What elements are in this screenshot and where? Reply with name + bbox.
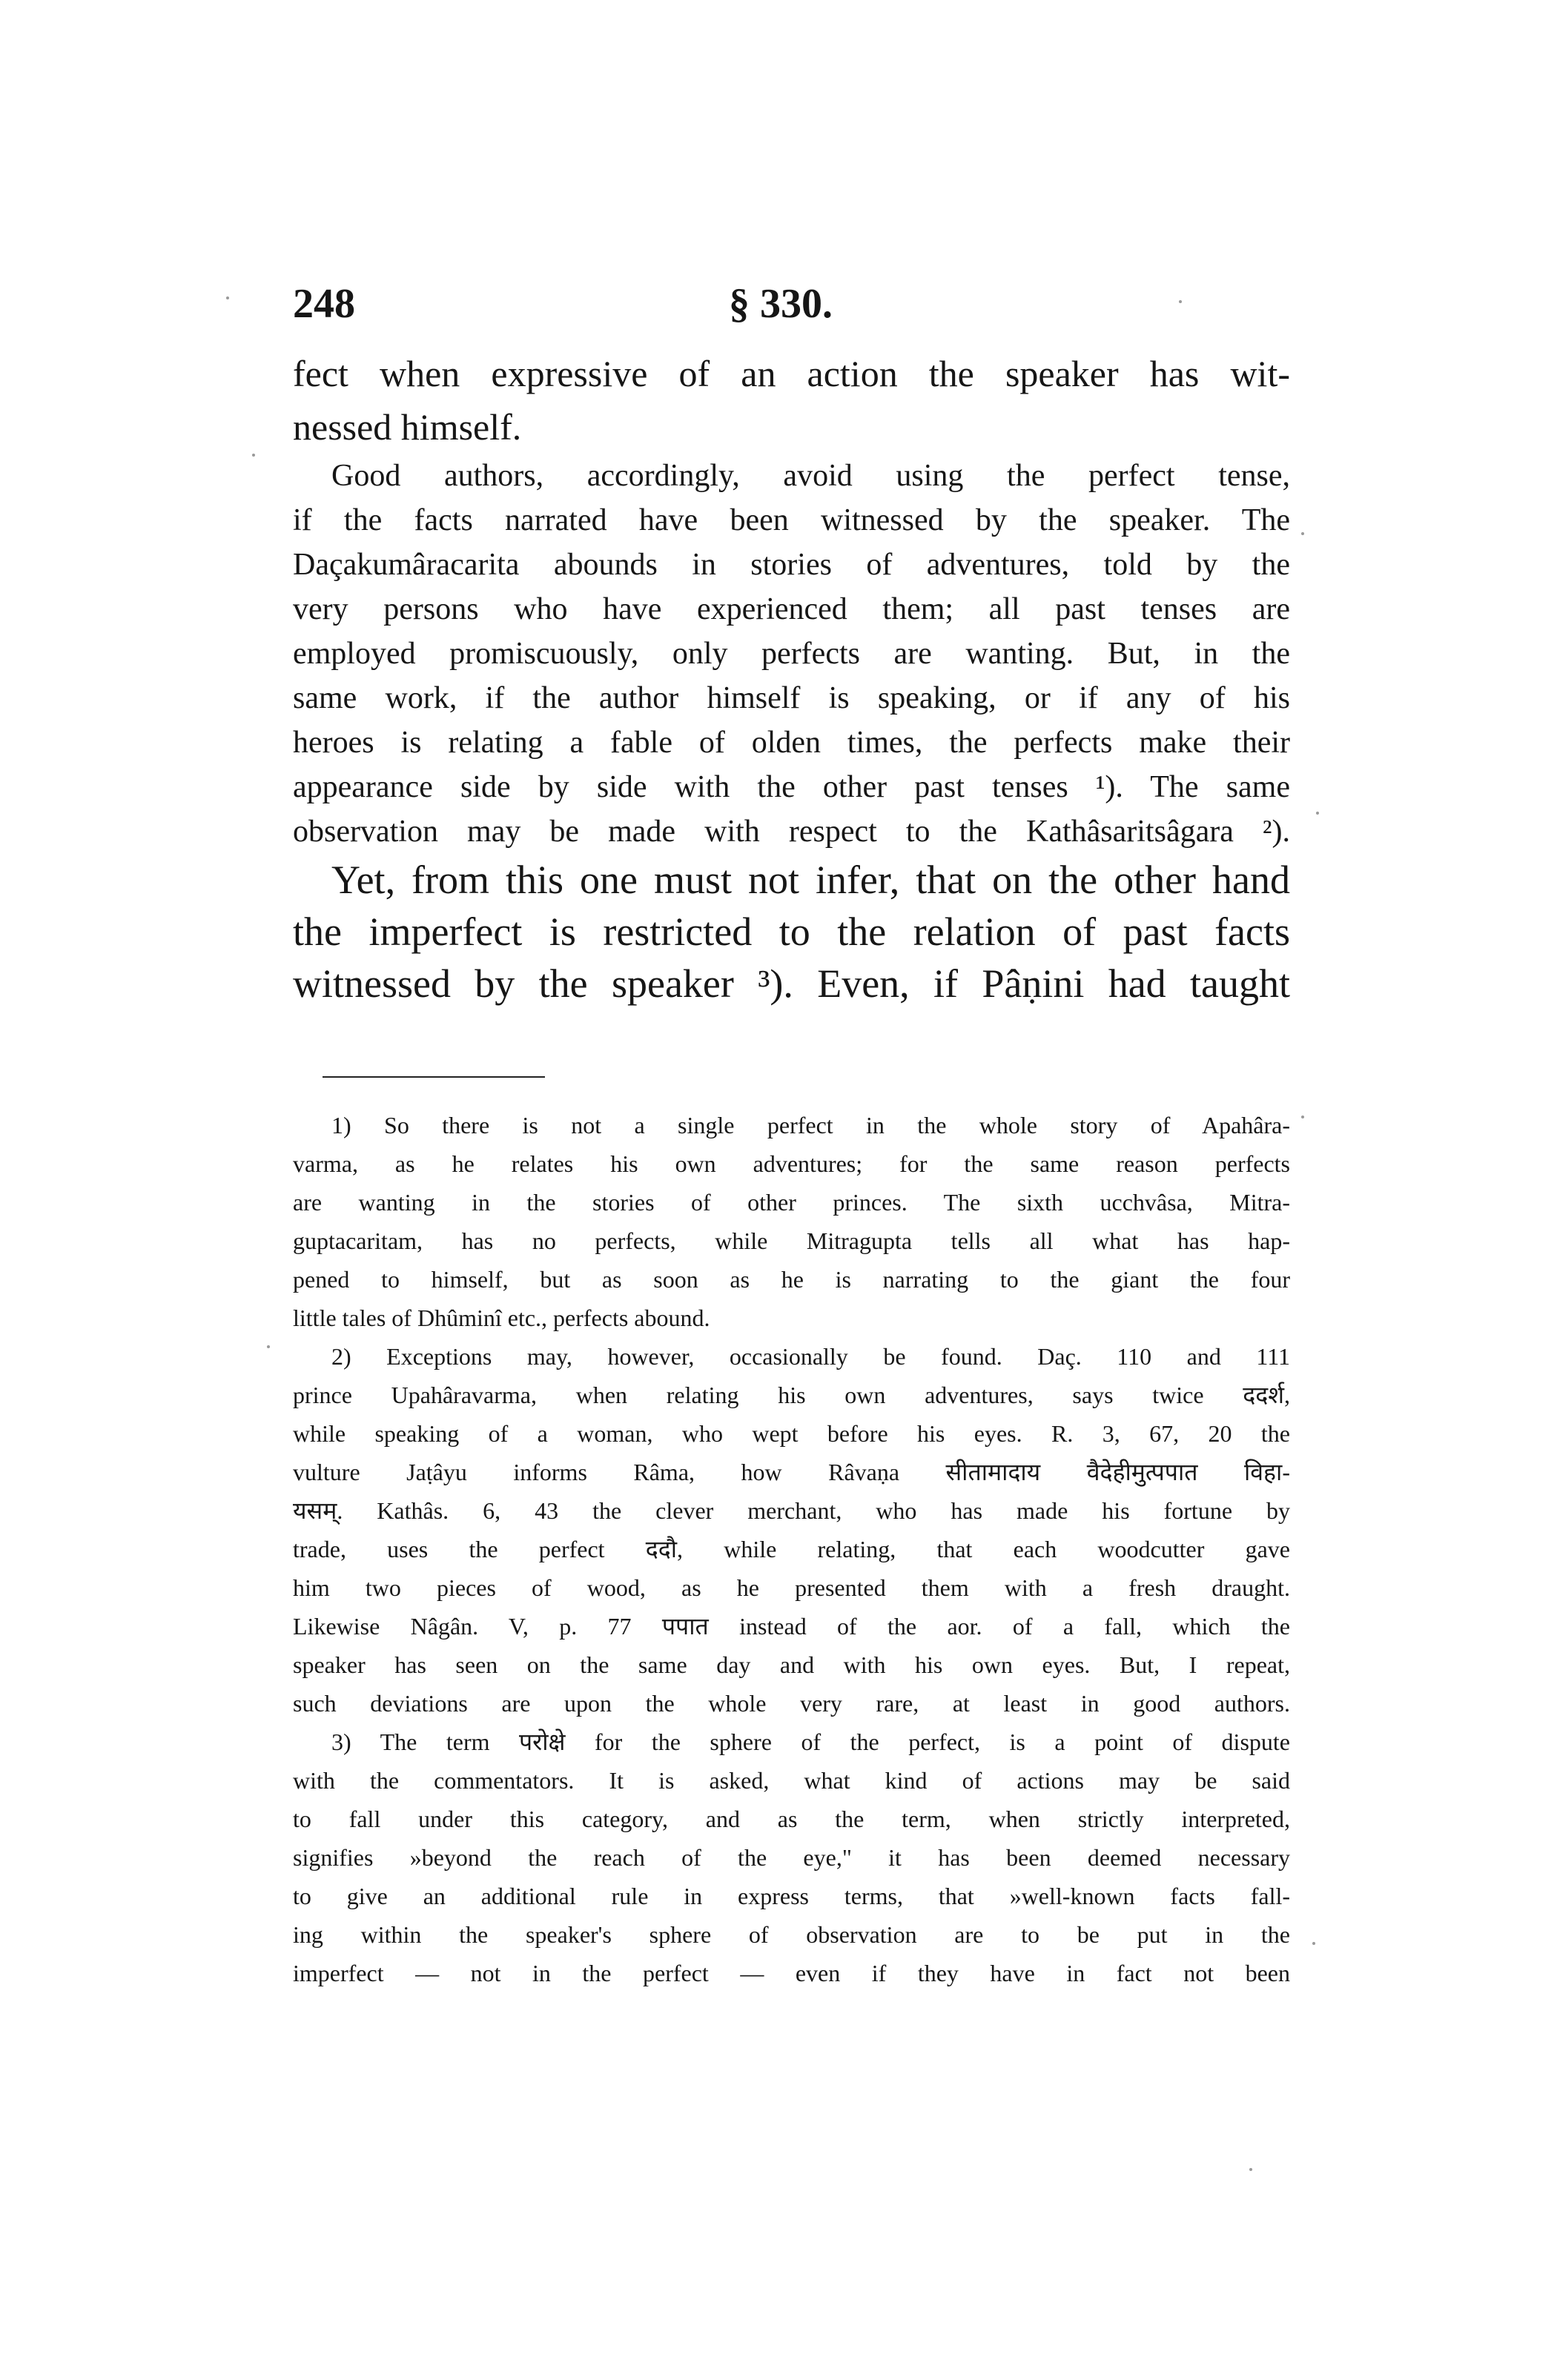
footnote-line: with the commentators. It is asked, what kind of actions may be said xyxy=(293,1767,1290,1794)
body-line: employed promiscuously, only perfects are wanting. But, in the xyxy=(293,637,1290,671)
footnote-line: to fall under this category, and as the term, when strictly interpreted, xyxy=(293,1806,1290,1832)
footnote-line: speaker has seen on the same day and with his own eyes. But, I repeat, xyxy=(293,1651,1290,1678)
body-line: if the facts narrated have been witnessed by the speaker. The xyxy=(293,503,1290,537)
footnote-separator xyxy=(323,1076,545,1078)
footnote-line: यसम्. Kathâs. 6, 43 the clever merchant, who has made his fortune by xyxy=(293,1497,1290,1524)
body-line: Good authors, accordingly, avoid using the perfect tense, xyxy=(331,459,1290,493)
body-line: appearance side by side with the other past tenses ¹). The same xyxy=(293,770,1290,804)
body-line: same work, if the author himself is speaking, or if any of his xyxy=(293,681,1290,715)
page-number: 248 xyxy=(293,281,355,327)
body-line: heroes is relating a fable of olden times, the perfects make their xyxy=(293,726,1290,760)
footnote-line: guptacaritam, has no perfects, while Mitragupta tells all what has hap- xyxy=(293,1227,1290,1254)
footnote-line: 2) Exceptions may, however, occasionally be found. Daç. 110 and 111 xyxy=(331,1343,1290,1370)
footnote-line: to give an additional rule in express terms, that »well-known facts fall- xyxy=(293,1883,1290,1909)
footnote-line: 1) So there is not a single perfect in the whole story of Apahâra- xyxy=(331,1112,1290,1138)
footnote-line: little tales of Dhûminî etc., perfects abound. xyxy=(293,1305,710,1331)
footnote-line: while speaking of a woman, who wept before his eyes. R. 3, 67, 20 the xyxy=(293,1420,1290,1447)
footnote-line: are wanting in the stories of other princes. The sixth ucchvâsa, Mitra- xyxy=(293,1189,1290,1216)
section-number: § 330. xyxy=(729,281,833,327)
body-line: witnessed by the speaker ³). Even, if Pâṇini had taught xyxy=(293,961,1290,1006)
page-header xyxy=(293,280,1286,339)
main-text xyxy=(293,347,1290,1010)
body-line: Daçakumâracarita abounds in stories of adventures, told by the xyxy=(293,548,1290,582)
footnote-line: prince Upahâravarma, when relating his own adventures, says twice ददर्श, xyxy=(293,1382,1290,1408)
footnote-line: trade, uses the perfect ददौ, while relating, that each woodcutter gave xyxy=(293,1536,1290,1562)
footnote-line: imperfect — not in the perfect — even if they have in fact not been xyxy=(293,1960,1290,1986)
body-line: fect when expressive of an action the speaker has wit- xyxy=(293,353,1290,394)
footnote-line: vulture Jaṭâyu informs Râma, how Râvaṇa सीतामादाय वैदेहीमुत्पपात विहा- xyxy=(293,1459,1290,1485)
footnote-line: varma, as he relates his own adventures; for the same reason perfects xyxy=(293,1150,1290,1177)
body-line: very persons who have experienced them; all past tenses are xyxy=(293,592,1290,626)
footnote-line: ing within the speaker's sphere of observation are to be put in the xyxy=(293,1921,1290,1948)
body-line: Yet, from this one must not infer, that on the other hand xyxy=(331,858,1290,902)
footnote-line: pened to himself, but as soon as he is narrating to the giant the four xyxy=(293,1266,1290,1293)
body-line: the imperfect is restricted to the relation of past facts xyxy=(293,909,1290,954)
body-line: observation may be made with respect to the Kathâsaritsâgara ²). xyxy=(293,815,1290,849)
footnote-line: him two pieces of wood, as he presented them with a fresh draught. xyxy=(293,1574,1290,1601)
body-line: nessed himself. xyxy=(293,406,522,448)
footnote-line: such deviations are upon the whole very rare, at least in good authors. xyxy=(293,1690,1290,1717)
footnote-line: 3) The term परोक्षे for the sphere of the perfect, is a point of dispute xyxy=(331,1728,1290,1755)
footnotes xyxy=(293,1106,1290,1992)
footnote-line: signifies »beyond the reach of the eye," it has been deemed necessary xyxy=(293,1844,1290,1871)
footnote-line: Likewise Nâgân. V, p. 77 पपात instead of the aor. of a fall, which the xyxy=(293,1613,1290,1640)
